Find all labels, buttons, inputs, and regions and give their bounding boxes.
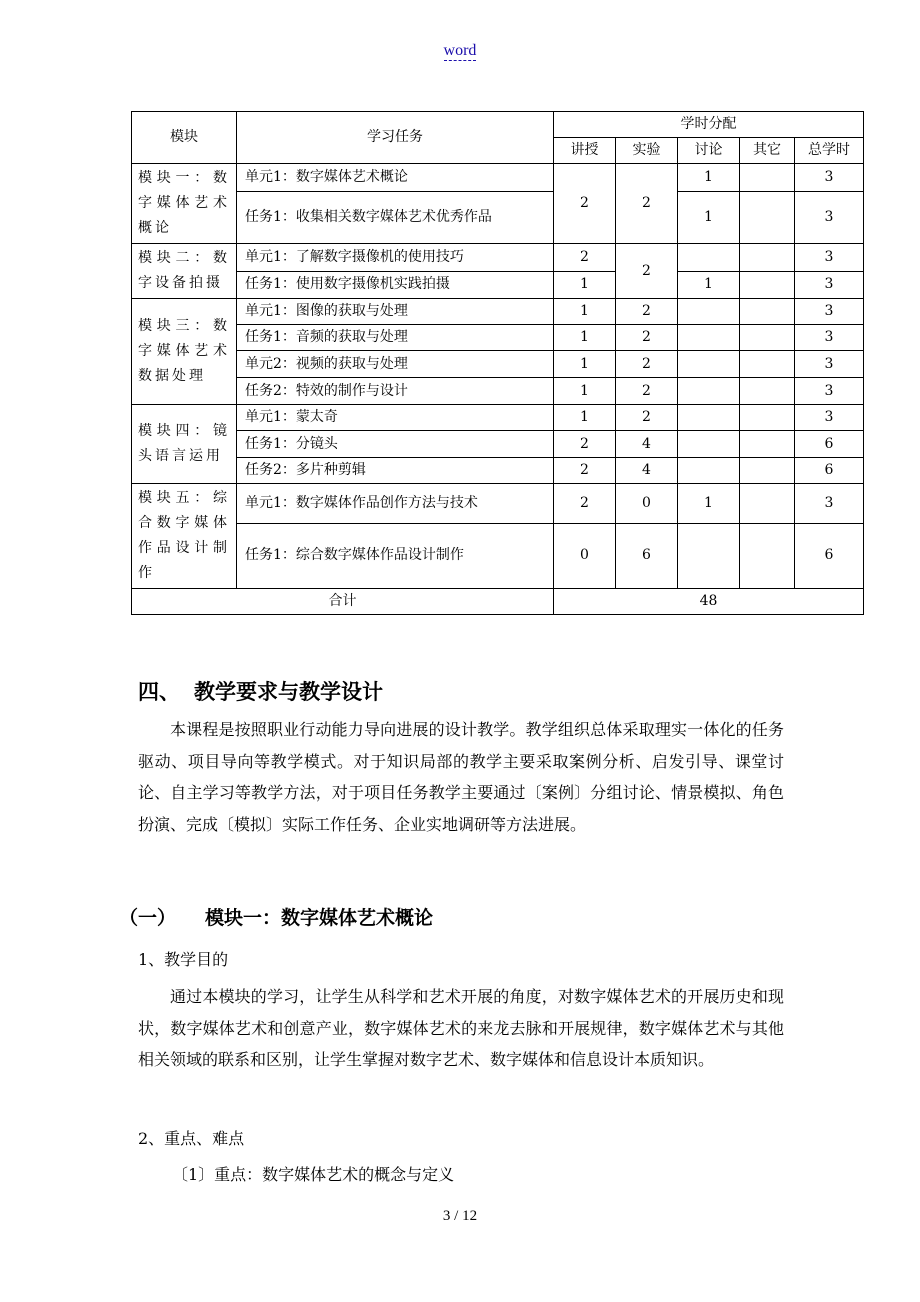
course-hours-table bbox=[131, 111, 864, 615]
goal-paragraph: 通过本模块的学习，让学生从科学和艺术开展的角度，对数字媒体艺术的开展历史和现状，数字媒体艺术和创意产业，数字媒体艺术的来龙去脉和开展规律，数字媒体艺术与其他相关领域的联系和区别，让学生掌握对数字艺术、数字媒体和信息设计本质知识。 bbox=[138, 987, 784, 1069]
total-cell: 3 bbox=[795, 325, 864, 351]
module-cell: 模块五：综合数字媒体作品设计制作 bbox=[132, 484, 237, 589]
section-heading bbox=[138, 676, 383, 706]
lab-cell: 4 bbox=[616, 431, 678, 458]
section-number: 四、 bbox=[138, 680, 180, 704]
header-lab: 实验 bbox=[616, 138, 678, 164]
subsection-number: （一） bbox=[119, 907, 177, 929]
lecture-cell: 1 bbox=[554, 378, 616, 405]
sum-value: 48 bbox=[554, 589, 864, 615]
other-cell bbox=[740, 325, 795, 351]
header-discussion: 讨论 bbox=[678, 138, 740, 164]
other-cell bbox=[740, 192, 795, 244]
other-cell bbox=[740, 523, 795, 588]
task-cell: 任务2：特效的制作与设计 bbox=[237, 378, 554, 405]
total-cell: 3 bbox=[795, 405, 864, 431]
total-cell: 6 bbox=[795, 523, 864, 588]
task-cell: 单元2：视频的获取与处理 bbox=[237, 351, 554, 378]
task-cell: 任务1：收集相关数字媒体艺术优秀作品 bbox=[237, 192, 554, 244]
lecture-cell: 1 bbox=[554, 299, 616, 325]
lab-cell: 6 bbox=[616, 523, 678, 588]
task-cell: 任务1：分镜头 bbox=[237, 431, 554, 458]
discussion-cell bbox=[678, 431, 740, 458]
task-cell: 单元1：数字媒体艺术概论 bbox=[237, 164, 554, 192]
header-task: 学习任务 bbox=[237, 112, 554, 164]
task-cell: 任务2：多片种剪辑 bbox=[237, 458, 554, 484]
other-cell bbox=[740, 405, 795, 431]
lab-cell: 4 bbox=[616, 458, 678, 484]
total-cell: 3 bbox=[795, 299, 864, 325]
other-cell bbox=[740, 271, 795, 299]
lecture-cell: 1 bbox=[554, 351, 616, 378]
other-cell bbox=[740, 484, 795, 524]
total-cell: 3 bbox=[795, 351, 864, 378]
discussion-cell: 1 bbox=[678, 484, 740, 524]
lecture-cell: 2 bbox=[554, 458, 616, 484]
discussion-cell: 1 bbox=[678, 271, 740, 299]
lecture-cell: 2 bbox=[554, 244, 616, 272]
subsection-heading bbox=[119, 903, 433, 930]
lecture-cell: 2 bbox=[554, 431, 616, 458]
discussion-cell bbox=[678, 458, 740, 484]
other-cell bbox=[740, 351, 795, 378]
header-other: 其它 bbox=[740, 138, 795, 164]
other-cell bbox=[740, 299, 795, 325]
other-cell bbox=[740, 458, 795, 484]
discussion-cell bbox=[678, 351, 740, 378]
goal-heading: 1、教学目的 bbox=[138, 950, 229, 969]
subsection-title: 模块一：数字媒体艺术概论 bbox=[205, 907, 434, 929]
total-cell: 3 bbox=[795, 192, 864, 244]
discussion-cell bbox=[678, 325, 740, 351]
lab-cell: 0 bbox=[616, 484, 678, 524]
header-total: 总学时 bbox=[795, 138, 864, 164]
lab-cell: 2 bbox=[616, 299, 678, 325]
discussion-cell: 1 bbox=[678, 192, 740, 244]
section-paragraph: 本课程是按照职业行动能力导向进展的设计教学。教学组织总体采取理实一体化的任务驱动、项目导向等教学模式。对于知识局部的教学主要采取案例分析、启发引导、课堂讨论、自主学习等教学方法，对于项目任务教学主要通过〔案例〕分组讨论、情景模拟、角色扮演、完成〔模拟〕实际工作任务、企业实地调研等方法进展。 bbox=[138, 720, 784, 834]
total-cell: 3 bbox=[795, 484, 864, 524]
task-cell: 单元1：了解数字摄像机的使用技巧 bbox=[237, 244, 554, 272]
discussion-cell bbox=[678, 378, 740, 405]
task-cell: 单元1：蒙太奇 bbox=[237, 405, 554, 431]
module-cell: 模块二：数字设备拍摄 bbox=[132, 244, 237, 299]
total-cell: 6 bbox=[795, 458, 864, 484]
task-cell: 任务1：综合数字媒体作品设计制作 bbox=[237, 523, 554, 588]
lecture-cell: 1 bbox=[554, 325, 616, 351]
total-cell: 3 bbox=[795, 164, 864, 192]
page-number: 3 / 12 bbox=[442, 1208, 478, 1224]
task-cell: 单元1：图像的获取与处理 bbox=[237, 299, 554, 325]
discussion-cell bbox=[678, 299, 740, 325]
discussion-cell bbox=[678, 523, 740, 588]
task-cell: 单元1：数字媒体作品创作方法与技术 bbox=[237, 484, 554, 524]
header-module: 模块 bbox=[132, 112, 237, 164]
lab-cell: 2 bbox=[616, 405, 678, 431]
discussion-cell bbox=[678, 244, 740, 272]
other-cell bbox=[740, 244, 795, 272]
other-cell bbox=[740, 164, 795, 192]
module-cell: 模块三：数字媒体艺术数据处理 bbox=[132, 299, 237, 405]
total-cell: 3 bbox=[795, 378, 864, 405]
lecture-cell: 1 bbox=[554, 271, 616, 299]
key-heading: 2、重点、难点 bbox=[138, 1129, 245, 1148]
module-cell: 模块四：镜头语言运用 bbox=[132, 405, 237, 484]
header-lecture: 讲授 bbox=[554, 138, 616, 164]
discussion-cell bbox=[678, 405, 740, 431]
lecture-cell: 0 bbox=[554, 523, 616, 588]
header-word-link[interactable]: word bbox=[443, 42, 477, 59]
lecture-cell: 2 bbox=[554, 164, 616, 244]
task-cell: 任务1：使用数字摄像机实践拍摄 bbox=[237, 271, 554, 299]
header-hours: 学时分配 bbox=[554, 112, 864, 138]
total-cell: 6 bbox=[795, 431, 864, 458]
sum-label: 合计 bbox=[132, 589, 554, 615]
lab-cell: 2 bbox=[616, 244, 678, 299]
task-cell: 任务1：音频的获取与处理 bbox=[237, 325, 554, 351]
section-title: 教学要求与教学设计 bbox=[194, 680, 383, 704]
lab-cell: 2 bbox=[616, 378, 678, 405]
discussion-cell: 1 bbox=[678, 164, 740, 192]
total-cell: 3 bbox=[795, 244, 864, 272]
key-point: 〔1〕重点：数字媒体艺术的概念与定义 bbox=[172, 1165, 455, 1184]
total-cell: 3 bbox=[795, 271, 864, 299]
module-cell: 模块一：数字媒体艺术概论 bbox=[132, 164, 237, 244]
lecture-cell: 1 bbox=[554, 405, 616, 431]
lab-cell: 2 bbox=[616, 351, 678, 378]
lab-cell: 2 bbox=[616, 164, 678, 244]
lab-cell: 2 bbox=[616, 325, 678, 351]
lecture-cell: 2 bbox=[554, 484, 616, 524]
other-cell bbox=[740, 378, 795, 405]
other-cell bbox=[740, 431, 795, 458]
